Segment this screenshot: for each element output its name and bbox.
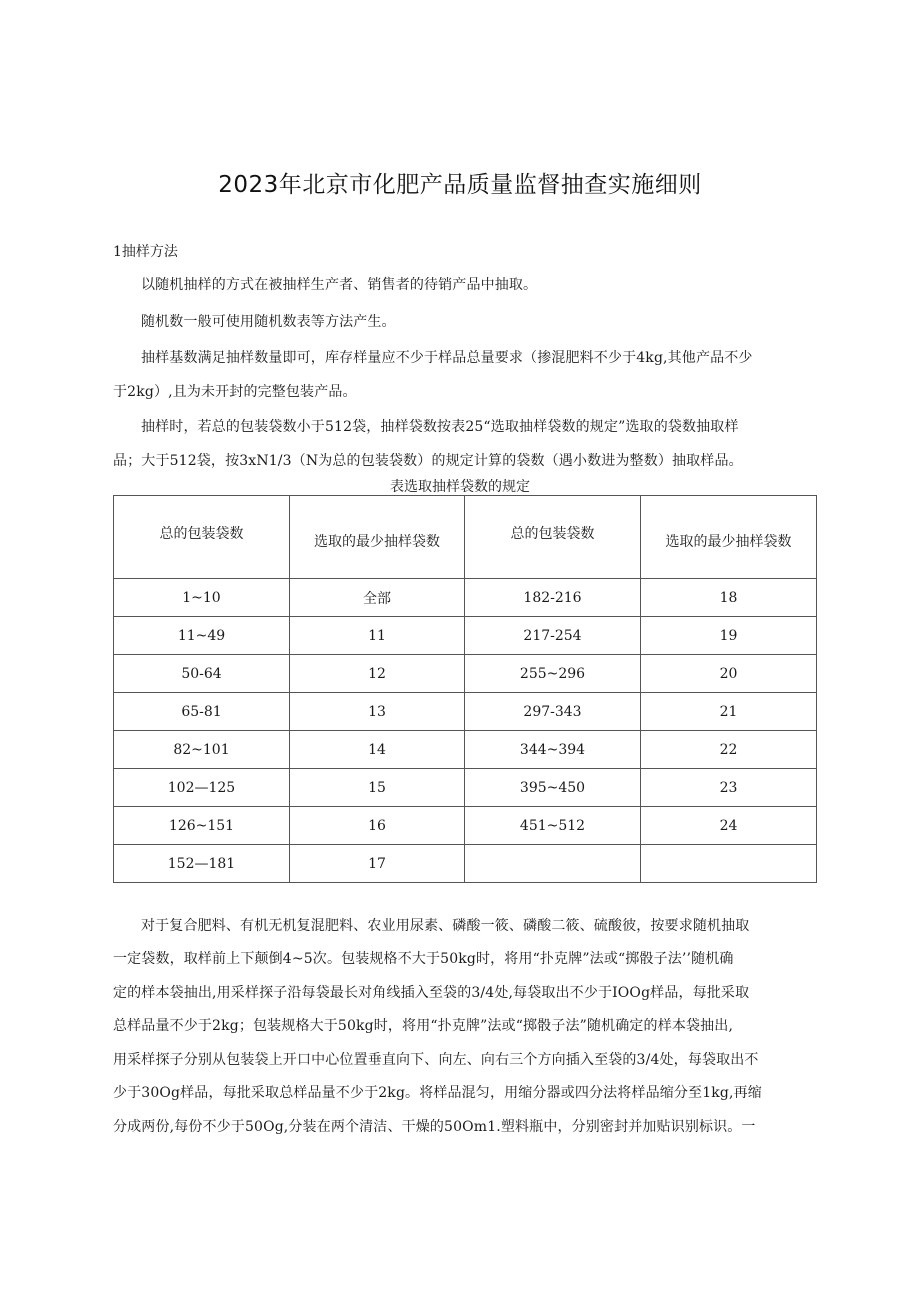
sampling-bag-count-table — [113, 495, 817, 883]
closing-paragraph-line-6: 少于30Og样品，每批采取总样品量不少于2kg。将样品混匀，用缩分器或四分法将样品缩分至1kg,再缩 — [113, 1085, 762, 1101]
table-row — [114, 769, 817, 807]
table-caption: 表选取抽样袋数的规定 — [390, 479, 530, 495]
table-cell: 11~49 — [114, 617, 290, 655]
closing-paragraph-line-4: 总样品量不少于2kg；包装规格大于50kg时，将用“扑克牌”法或“掷骰子法”随机确定的样本袋抽出, — [113, 1018, 734, 1034]
table-cell: 24 — [641, 807, 817, 845]
table-cell: 102—125 — [114, 769, 290, 807]
table-row — [114, 731, 817, 769]
document-title: 2023年北京市化肥产品质量监督抽查实施细则 — [218, 172, 702, 198]
table-cell: 65-81 — [114, 693, 290, 731]
table-cell: 451~512 — [465, 807, 641, 845]
table-cell: 18 — [641, 579, 817, 617]
table-cell: 152—181 — [114, 845, 290, 883]
table-cell: 297-343 — [465, 693, 641, 731]
table-cell: 50-64 — [114, 655, 290, 693]
table-cell — [641, 845, 817, 883]
table-cell: 11 — [290, 617, 465, 655]
table-cell: 13 — [290, 693, 465, 731]
table-cell: 1~10 — [114, 579, 290, 617]
table-cell: 182-216 — [465, 579, 641, 617]
paragraph-sampling-count-line-1: 抽样时，若总的包装袋数小于512袋，抽样袋数按表25“选取抽样袋数的规定”选取的袋数抽取样 — [141, 419, 739, 435]
header-min-sample-bags: 选取的最少抽样袋数 — [641, 496, 817, 579]
table-cell: 20 — [641, 655, 817, 693]
header-total-bags: 总的包装袋数 — [465, 496, 641, 579]
paragraph-sampling-base-line-1: 抽样基数满足抽样数量即可，库存样量应不少于样品总量要求（掺混肥料不少于4kg,其他产品不少 — [141, 350, 753, 366]
table-cell: 17 — [290, 845, 465, 883]
table-cell: 19 — [641, 617, 817, 655]
table-row — [114, 579, 817, 617]
table-cell: 全部 — [290, 579, 465, 617]
closing-paragraph-line-5: 用采样探子分别从包装袋上开口中心位置垂直向下、向左、向右三个方向插入至袋的3/4处，每袋取出不 — [113, 1052, 759, 1068]
table-cell: 12 — [290, 655, 465, 693]
table-header-row — [114, 496, 817, 579]
closing-paragraph-line-1: 对于复合肥料、有机无机复混肥料、农业用尿素、磷酸一筱、磷酸二筱、硫酸彼，按要求随机抽取 — [141, 918, 750, 934]
table-cell: 23 — [641, 769, 817, 807]
table-row — [114, 693, 817, 731]
header-min-sample-bags: 选取的最少抽样袋数 — [290, 496, 465, 579]
table-row — [114, 655, 817, 693]
paragraph-sampling-base-line-2: 于2kg）,且为未开封的完整包装产品。 — [113, 384, 357, 400]
table-cell: 22 — [641, 731, 817, 769]
paragraph-random-number: 随机数一般可使用随机数表等方法产生。 — [141, 314, 396, 330]
paragraph-random-sampling: 以随机抽样的方式在被抽样生产者、销售者的待销产品中抽取。 — [141, 277, 538, 293]
table-cell — [465, 845, 641, 883]
table-cell: 344~394 — [465, 731, 641, 769]
closing-paragraph-line-2: 一定袋数，取样前上下颠倒4~5次。包装规格不大于50kg时，将用“扑克牌”法或“掷骰子法’’随机确 — [113, 951, 734, 967]
paragraph-sampling-count-line-2: 品；大于512袋，按3xN1/3（N为总的包装袋数）的规定计算的袋数（遇小数进为整数）抽取样品。 — [113, 453, 743, 469]
header-total-bags: 总的包装袋数 — [114, 496, 290, 579]
closing-paragraph-line-3: 定的样本袋抽出,用采样探子沿每袋最长对角线插入至袋的3/4处,每袋取出不少于IOOg样品，每批采取 — [113, 985, 750, 1001]
table-cell: 82~101 — [114, 731, 290, 769]
table-row — [114, 845, 817, 883]
table-cell: 21 — [641, 693, 817, 731]
section-heading-sampling-method: 1抽样方法 — [113, 244, 178, 260]
table-cell: 15 — [290, 769, 465, 807]
table-cell: 395~450 — [465, 769, 641, 807]
table-row — [114, 617, 817, 655]
table-cell: 126~151 — [114, 807, 290, 845]
table-cell: 14 — [290, 731, 465, 769]
closing-paragraph-line-7: 分成两份,每份不少于50Og,分装在两个清洁、干燥的50Om1.塑料瓶中，分别密封并加贴识别标识。一 — [113, 1119, 756, 1135]
table-cell: 255~296 — [465, 655, 641, 693]
table-row — [114, 807, 817, 845]
table-cell: 217-254 — [465, 617, 641, 655]
table-cell: 16 — [290, 807, 465, 845]
